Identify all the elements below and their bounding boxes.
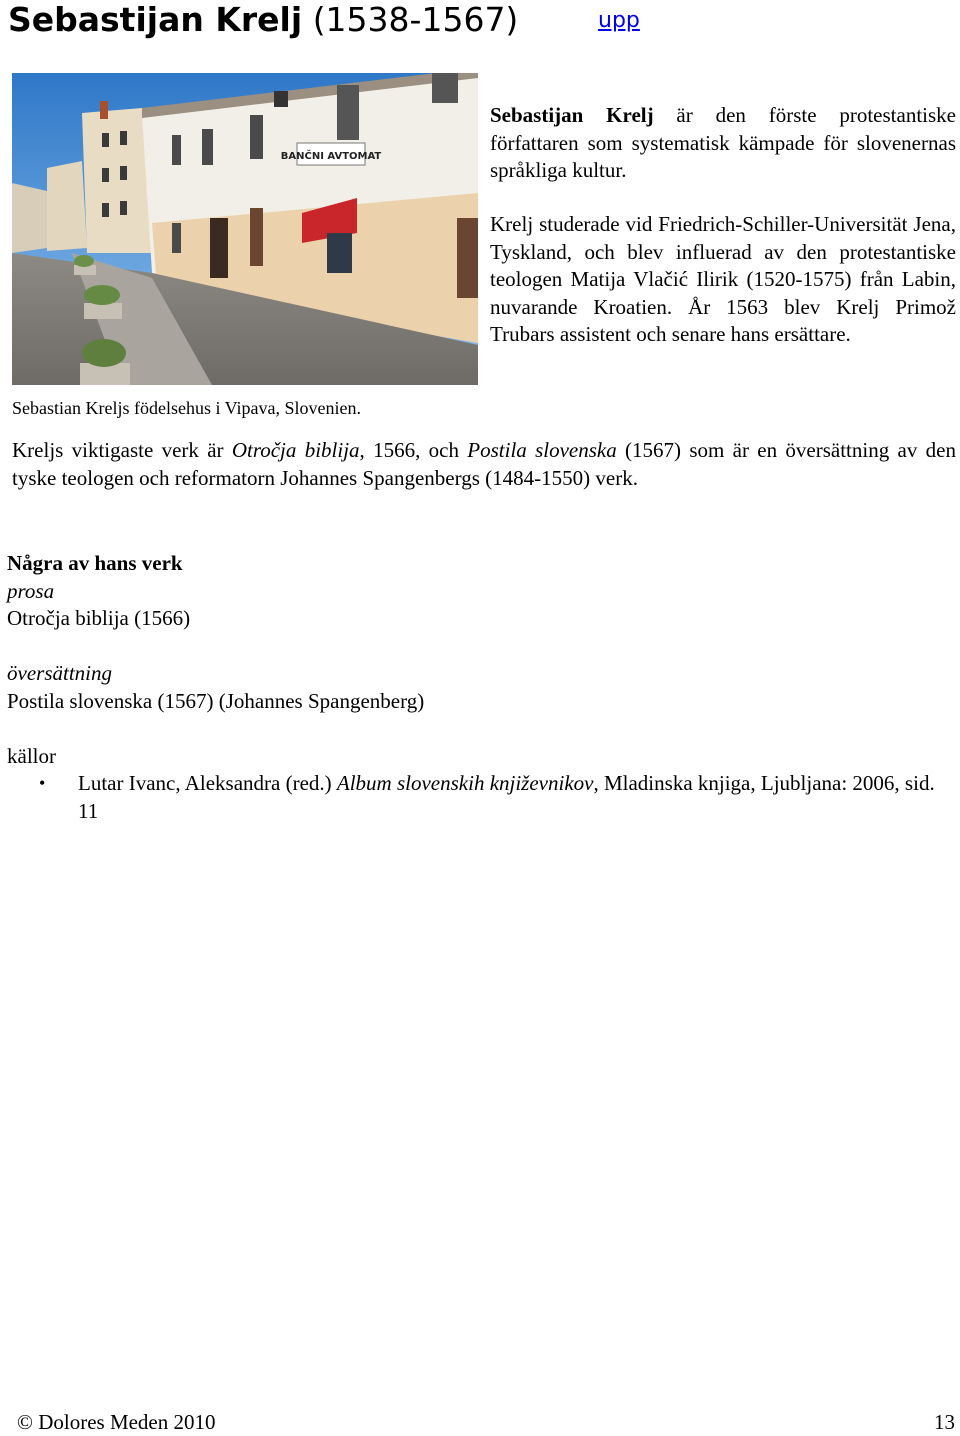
- intro-paragraph-1: [490, 102, 956, 185]
- bullet-icon: •: [39, 773, 46, 793]
- spacer: [7, 715, 947, 743]
- main-text-3: (1567) som är en översättning av den tyske teologen och reformatorn Johannes Spangenbergs (1484-1550) verk.: [12, 438, 956, 490]
- source-item: [7, 770, 948, 825]
- intro-name: Sebastijan Krelj: [490, 103, 654, 127]
- source-author: Lutar Ivanc, Aleksandra (red.): [78, 771, 337, 795]
- atm-sign-text: BANČNI AVTOMAT: [280, 151, 382, 162]
- title-name: Sebastijan Krelj: [8, 0, 303, 39]
- translation-item: Postila slovenska (1567) (Johannes Spangenberg): [7, 688, 425, 713]
- source-title: Album slovenskih književnikov: [336, 771, 594, 795]
- sources-heading: källor: [7, 743, 56, 768]
- main-text-1: Kreljs viktigaste verk är: [12, 438, 232, 462]
- works-heading: Några av hans verk: [7, 551, 183, 575]
- category-prose: prosa: [7, 578, 55, 603]
- page-title: [8, 0, 568, 44]
- main-paragraph: [12, 437, 956, 492]
- work-title-2: Postila slovenska: [467, 438, 617, 462]
- work-title-1: Otročja biblija: [231, 438, 360, 462]
- works-section: [7, 550, 947, 825]
- main-text-2: , 1566, och: [359, 438, 468, 462]
- birth-house-photo: [12, 73, 478, 385]
- source-publisher: , Mladinska knjiga, Ljubljana: 2006, sid. 11: [78, 771, 935, 823]
- prose-item: Otročja biblija (1566): [7, 606, 191, 630]
- spacer: [7, 633, 947, 661]
- up-link[interactable]: upp: [598, 8, 640, 33]
- intro-text: är den förste protestantiske författaren som systematisk kämpade för slovenernas språkliga kultur.: [490, 103, 956, 182]
- title-years: (1538-1567): [312, 0, 519, 39]
- photo-caption: Sebastian Kreljs födelsehus i Vipava, Slovenien.: [12, 398, 362, 418]
- page-number: 13: [934, 1410, 955, 1434]
- footer-copyright: © Dolores Meden 2010: [17, 1410, 216, 1434]
- category-translation: översättning: [7, 661, 112, 685]
- sources-list: [7, 770, 947, 825]
- intro-paragraph-2: Krelj studerade vid Friedrich-Schiller-Universität Jena, Tyskland, och blev influerad av den protestantiske teologen Matija Vlačić Ilirik (1520-1575) från Labin, nuvarande Kroatien. År 1563 blev Krelj Primož Trubars assistent och senare hans ersättare.: [490, 212, 956, 346]
